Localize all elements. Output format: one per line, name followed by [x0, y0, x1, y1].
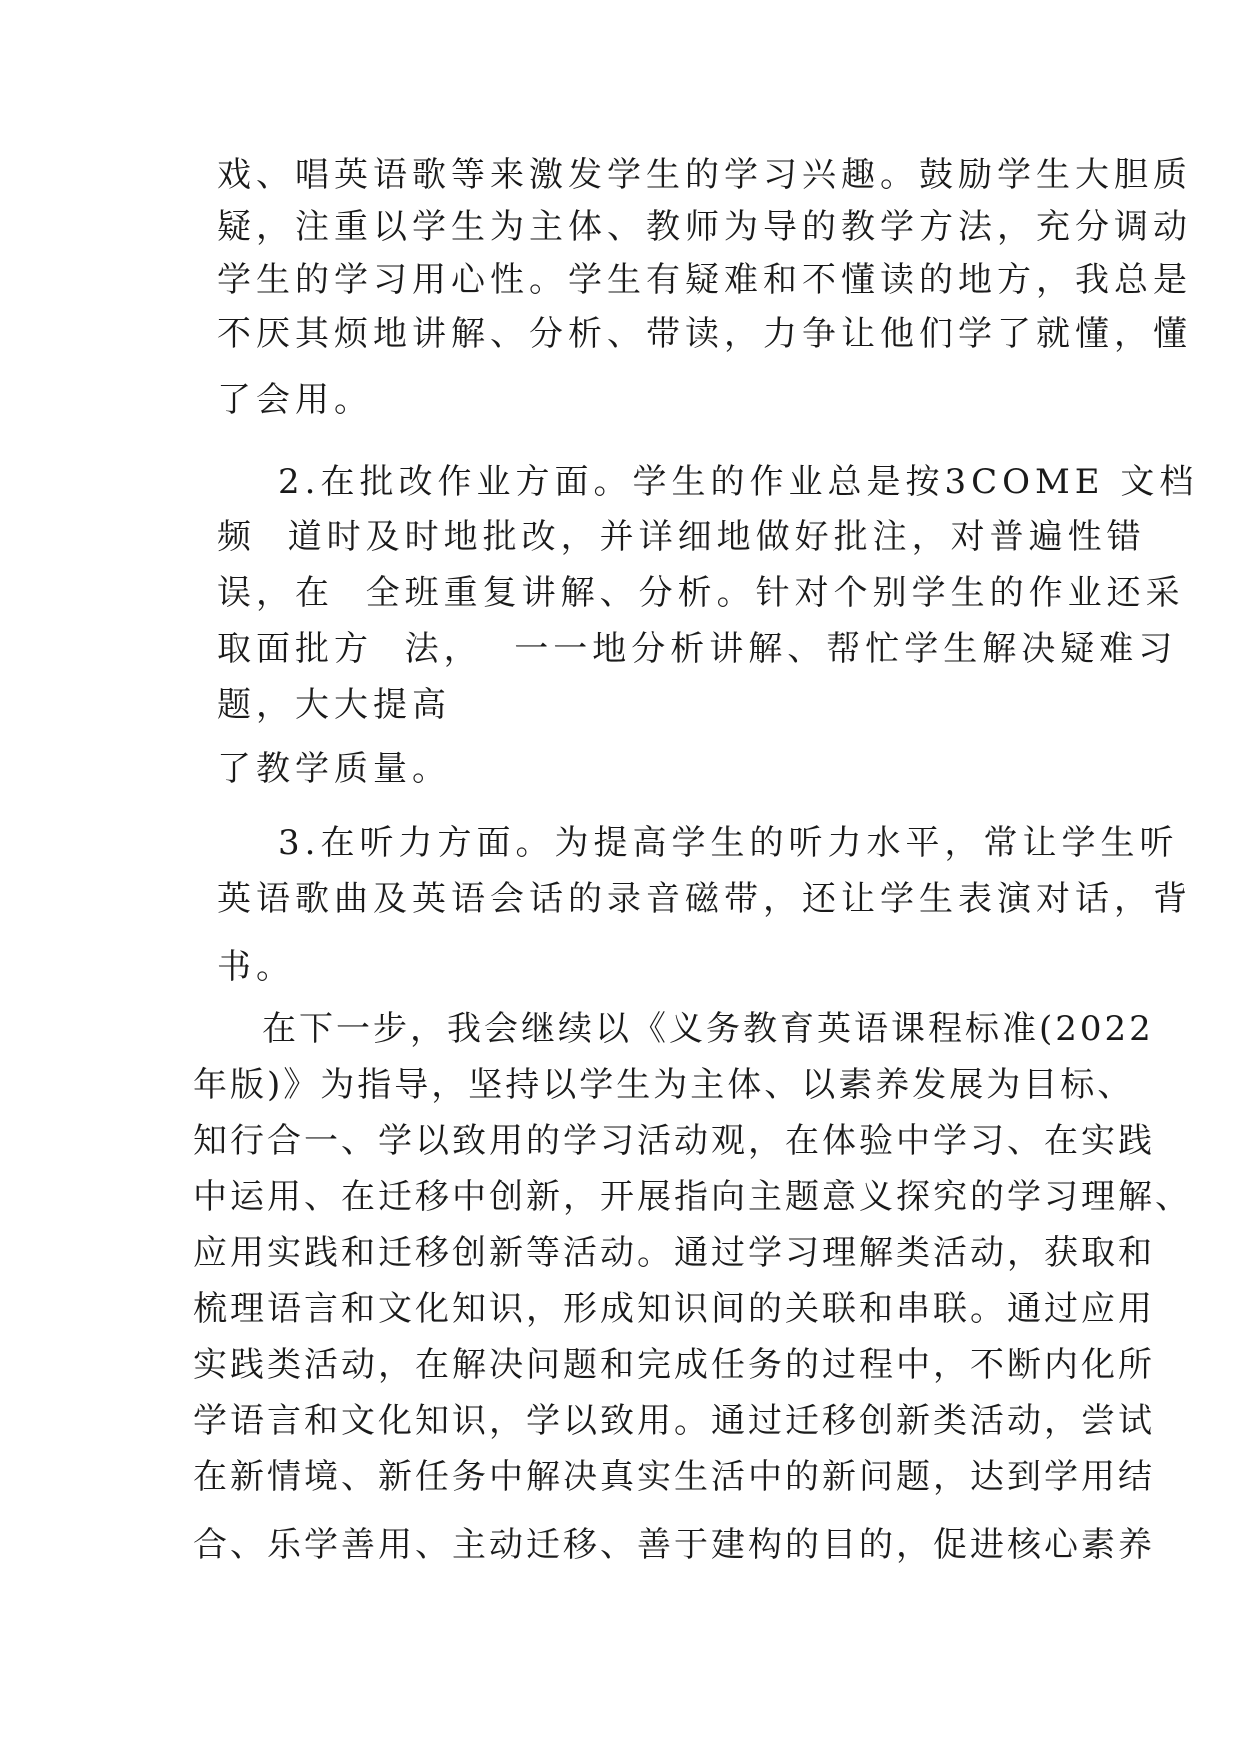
- text-line: 2.在批改作业方面。学生的作业总是按3COME 文档: [278, 462, 1199, 502]
- text-line: 年版)》为指导，坚持以学生为主体、以素养发展为目标、: [193, 1065, 1135, 1105]
- text-line: 取面批方 法， 一一地分析讲解、帮忙学生解决疑难习: [217, 629, 1178, 669]
- text-line: 频 道时及时地批改，并详细地做好批注，对普遍性错: [217, 517, 1146, 557]
- text-line: 戏、唱英语歌等来激发学生的学习兴趣。鼓励学生大胆质: [217, 155, 1192, 195]
- text-line: 疑，注重以学生为主体、教师为导的教学方法，充分调动: [217, 207, 1192, 247]
- text-line: 学生的学习用心性。学生有疑难和不懂读的地方，我总是: [217, 260, 1192, 300]
- text-line: 误，在 全班重复讲解、分析。针对个别学生的作业还采: [217, 573, 1185, 613]
- text-line: 实践类活动，在解决问题和完成任务的过程中，不断内化所: [193, 1345, 1155, 1385]
- text-line: 3.在听力方面。为提高学生的听力水平，常让学生听: [278, 823, 1179, 863]
- text-line: 题，大大提高: [217, 685, 451, 725]
- text-line: 了教学质量。: [217, 749, 451, 789]
- text-line: 合、乐学善用、主动迁移、善于建构的目的，促进核心素养: [193, 1525, 1155, 1565]
- text-line: 英语歌曲及英语会话的录音磁带，还让学生表演对话，背: [217, 879, 1192, 919]
- text-line: 不厌其烦地讲解、分析、带读，力争让他们学了就懂，懂: [217, 314, 1192, 354]
- text-line: 学语言和文化知识，学以致用。通过迁移创新类活动，尝试: [193, 1401, 1155, 1441]
- text-line: 在下一步，我会继续以《义务教育英语课程标准(2022: [262, 1009, 1154, 1049]
- text-line: 在新情境、新任务中解决真实生活中的新问题，达到学用结: [193, 1457, 1155, 1497]
- text-line: 书。: [217, 947, 295, 987]
- text-line: 应用实践和迁移创新等活动。通过学习理解类活动，获取和: [193, 1233, 1155, 1273]
- text-line: 梳理语言和文化知识，形成知识间的关联和串联。通过应用: [193, 1289, 1155, 1329]
- text-line: 了会用。: [217, 380, 373, 420]
- text-line: 知行合一、学以致用的学习活动观，在体验中学习、在实践: [193, 1121, 1155, 1161]
- text-line: 中运用、在迁移中创新，开展指向主题意义探究的学习理解、: [193, 1177, 1192, 1217]
